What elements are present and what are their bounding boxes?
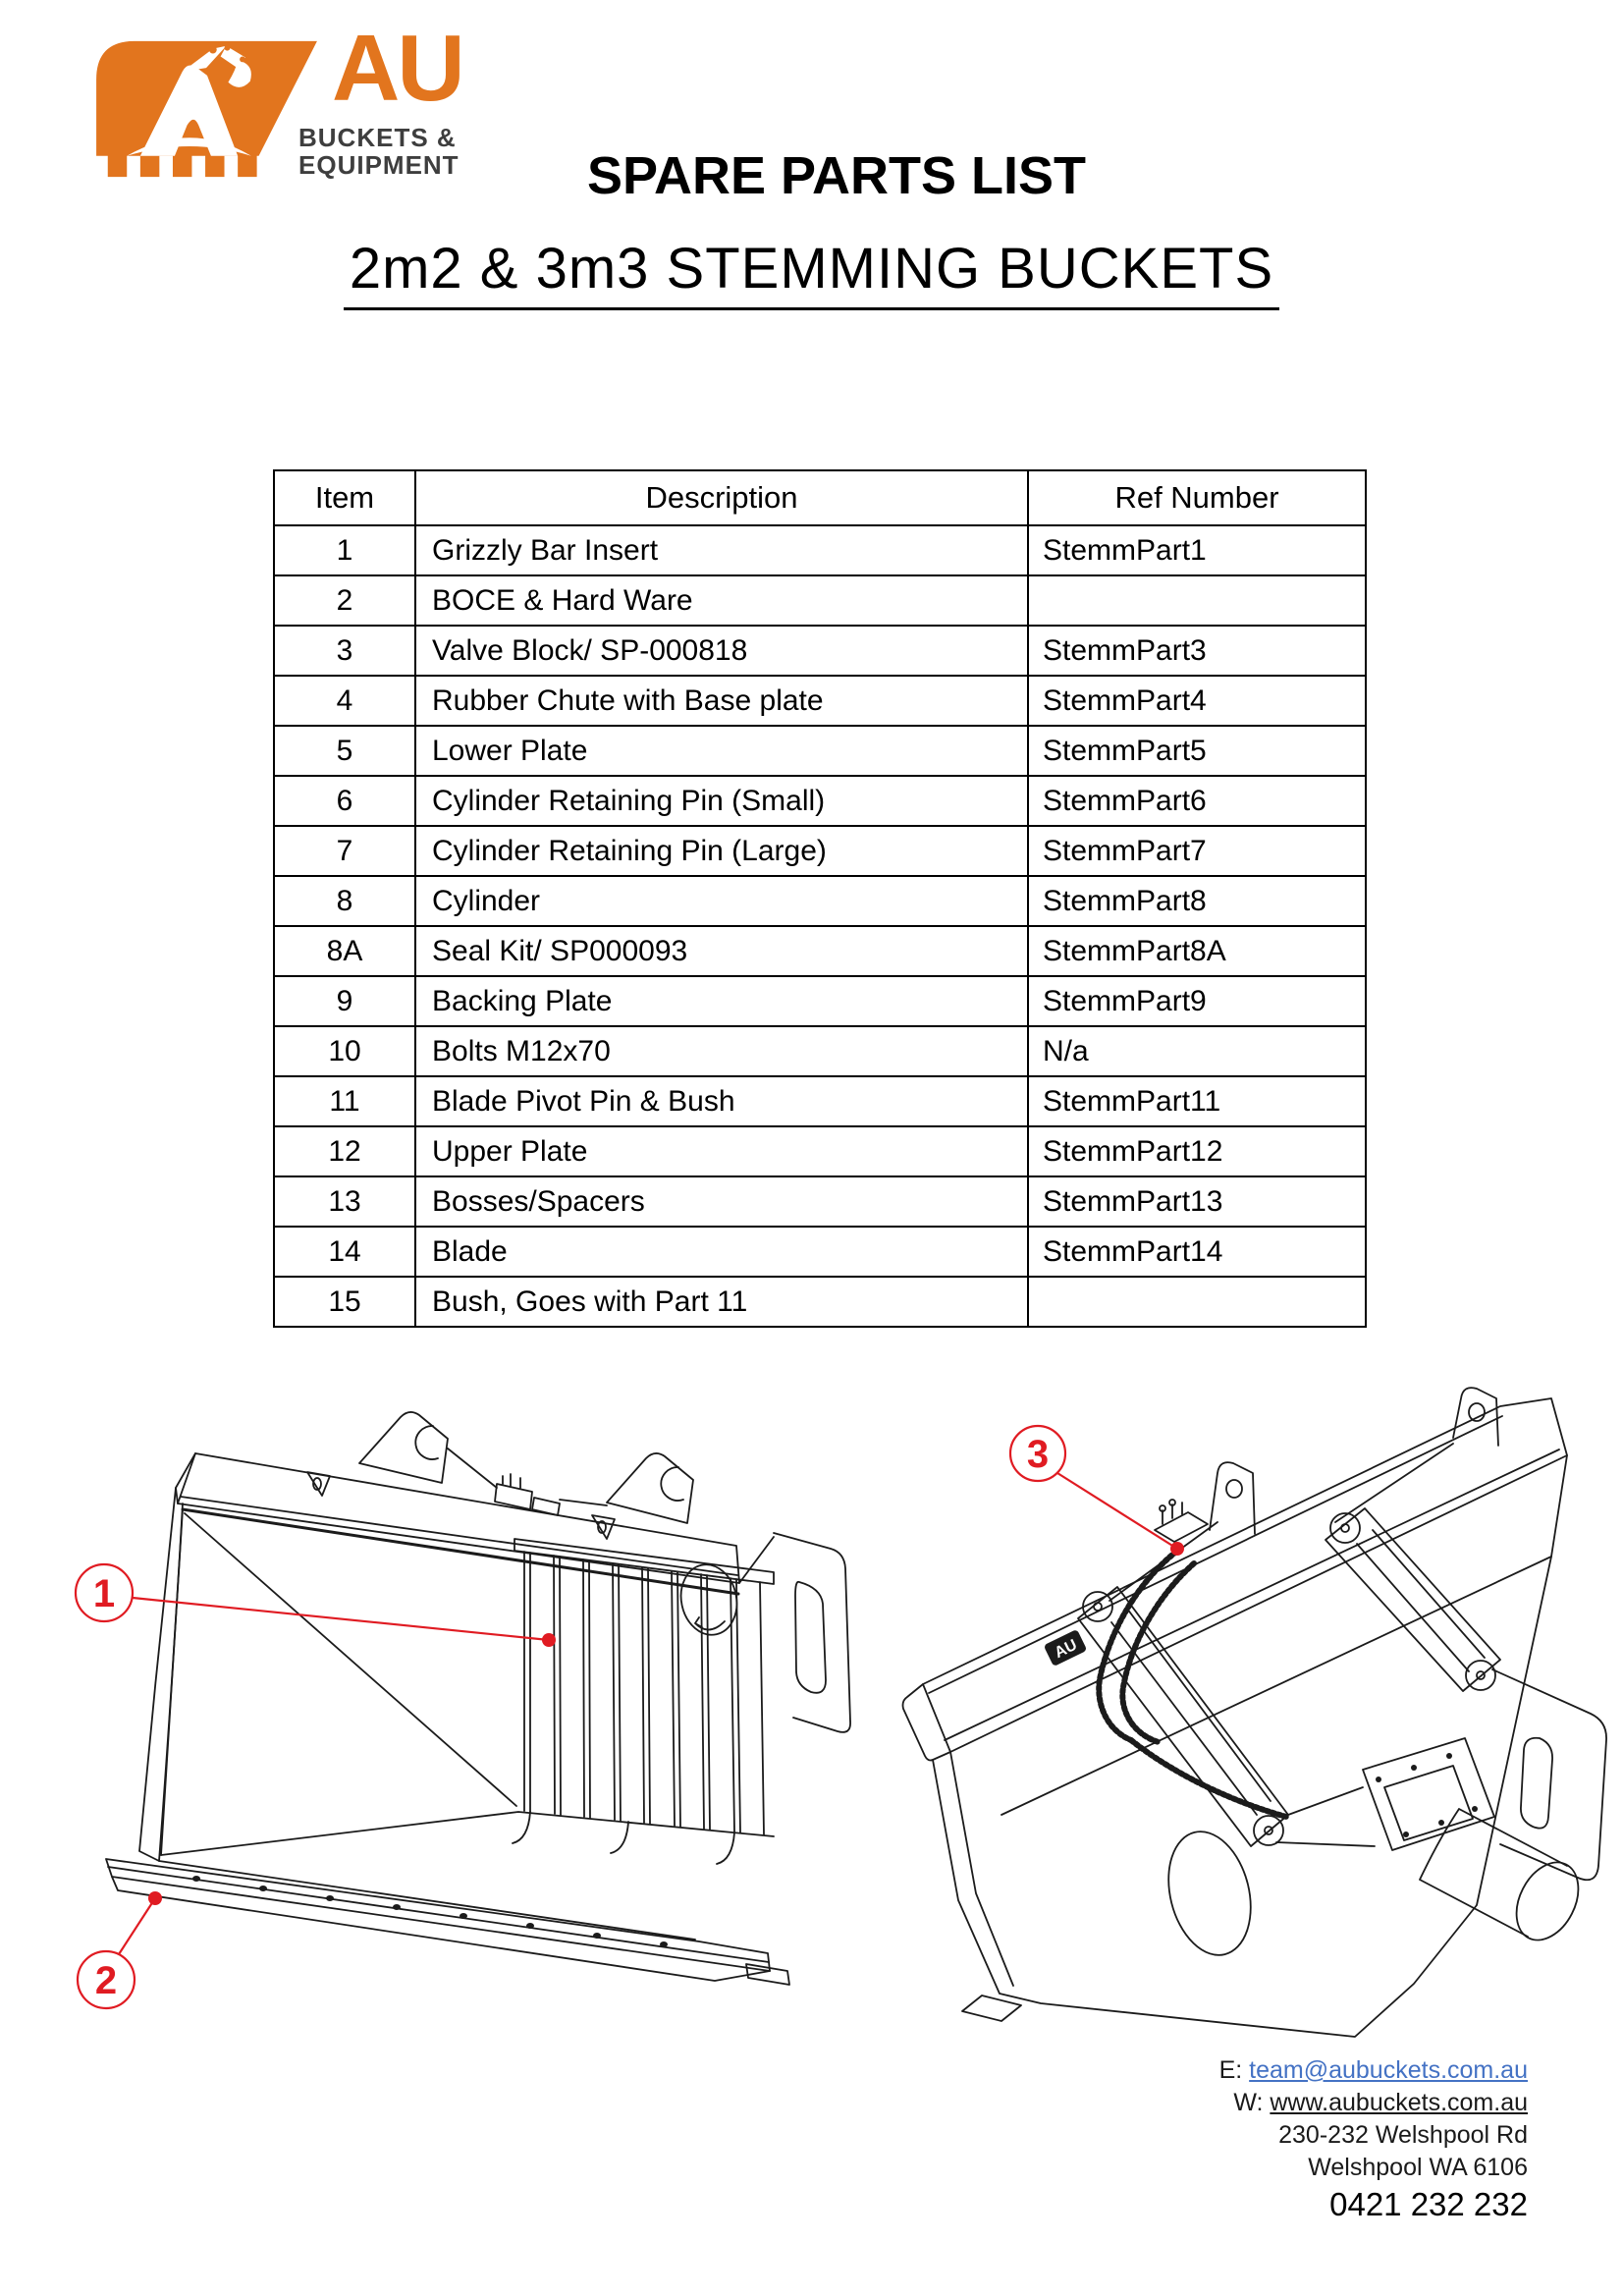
item-cell: 3 <box>274 626 415 676</box>
item-cell: 1 <box>274 525 415 575</box>
table-row <box>274 525 1366 575</box>
callout-3 <box>1010 1426 1184 1556</box>
item-cell: 13 <box>274 1176 415 1227</box>
contact-web-line <box>1219 2087 1528 2119</box>
table-row <box>274 776 1366 826</box>
item-cell: 4 <box>274 676 415 726</box>
ref-cell: StemmPart3 <box>1028 626 1366 676</box>
ref-cell: StemmPart7 <box>1028 826 1366 876</box>
col-header-description: Description <box>415 470 1028 525</box>
ref-cell: StemmPart11 <box>1028 1076 1366 1126</box>
company-logo-icon <box>90 37 324 181</box>
col-header-item: Item <box>274 470 415 525</box>
item-cell: 7 <box>274 826 415 876</box>
bucket-rear-drawing <box>864 1355 1623 2043</box>
description-cell: Bolts M12x70 <box>415 1026 1028 1076</box>
table-row <box>274 926 1366 976</box>
ref-cell: StemmPart14 <box>1028 1227 1366 1277</box>
item-cell: 8A <box>274 926 415 976</box>
description-cell: BOCE & Hard Ware <box>415 575 1028 626</box>
parts-table <box>273 469 1367 1328</box>
email-prefix: E: <box>1218 2056 1250 2084</box>
description-cell: Blade <box>415 1227 1028 1277</box>
logo-tagline <box>298 124 460 179</box>
table-row <box>274 1076 1366 1126</box>
item-cell: 9 <box>274 976 415 1026</box>
logo-brand-text: AU <box>332 16 462 121</box>
page-title: SPARE PARTS LIST <box>587 146 1087 206</box>
item-cell: 12 <box>274 1126 415 1176</box>
ref-cell: StemmPart6 <box>1028 776 1366 826</box>
table-row <box>274 676 1366 726</box>
callout-1 <box>76 1564 556 1647</box>
item-cell: 10 <box>274 1026 415 1076</box>
table-row <box>274 726 1366 776</box>
description-cell: Bush, Goes with Part 11 <box>415 1277 1028 1327</box>
email-link[interactable]: team@aubuckets.com.au <box>1249 2056 1528 2084</box>
contact-block <box>1219 2054 1528 2225</box>
table-header-row <box>274 470 1366 525</box>
description-cell: Grizzly Bar Insert <box>415 525 1028 575</box>
item-cell: 5 <box>274 726 415 776</box>
table-row <box>274 626 1366 676</box>
description-cell: Backing Plate <box>415 976 1028 1026</box>
bucket-front-drawing <box>59 1390 903 2028</box>
table-row <box>274 1126 1366 1176</box>
description-cell: Seal Kit/ SP000093 <box>415 926 1028 976</box>
contact-phone: 0421 232 232 <box>1329 2186 1528 2222</box>
item-cell: 2 <box>274 575 415 626</box>
ref-cell: StemmPart12 <box>1028 1126 1366 1176</box>
logo-tagline-line2: EQUIPMENT <box>298 150 460 180</box>
description-cell: Cylinder Retaining Pin (Large) <box>415 826 1028 876</box>
contact-address-line2: Welshpool WA 6106 <box>1308 2154 1528 2181</box>
table-row <box>274 1176 1366 1227</box>
col-header-ref: Ref Number <box>1028 470 1366 525</box>
description-cell: Blade Pivot Pin & Bush <box>415 1076 1028 1126</box>
item-cell: 6 <box>274 776 415 826</box>
callout-2 <box>78 1891 162 2008</box>
callout-1-number: 1 <box>92 1572 116 1615</box>
table-row <box>274 575 1366 626</box>
item-cell: 15 <box>274 1277 415 1327</box>
callout-2-number: 2 <box>94 1959 118 2002</box>
web-prefix: W: <box>1233 2089 1271 2116</box>
ref-cell <box>1028 575 1366 626</box>
table-row <box>274 876 1366 926</box>
document-title: 2m2 & 3m3 STEMMING BUCKETS <box>344 236 1279 310</box>
ref-cell: StemmPart9 <box>1028 976 1366 1026</box>
table-row <box>274 1227 1366 1277</box>
ref-cell: StemmPart13 <box>1028 1176 1366 1227</box>
item-cell: 11 <box>274 1076 415 1126</box>
table-row <box>274 1277 1366 1327</box>
description-cell: Bosses/Spacers <box>415 1176 1028 1227</box>
table-row <box>274 976 1366 1026</box>
ref-cell <box>1028 1277 1366 1327</box>
callout-3-number: 3 <box>1026 1433 1050 1476</box>
ref-cell: StemmPart4 <box>1028 676 1366 726</box>
item-cell: 14 <box>274 1227 415 1277</box>
ref-cell: N/a <box>1028 1026 1366 1076</box>
ref-cell: StemmPart5 <box>1028 726 1366 776</box>
table-row <box>274 826 1366 876</box>
description-cell: Cylinder <box>415 876 1028 926</box>
website-link[interactable]: www.aubuckets.com.au <box>1270 2089 1528 2116</box>
item-cell: 8 <box>274 876 415 926</box>
description-cell: Lower Plate <box>415 726 1028 776</box>
ref-cell: StemmPart8A <box>1028 926 1366 976</box>
contact-address-line1: 230-232 Welshpool Rd <box>1278 2121 1528 2149</box>
description-cell: Valve Block/ SP-000818 <box>415 626 1028 676</box>
description-cell: Rubber Chute with Base plate <box>415 676 1028 726</box>
document-title-row <box>0 236 1623 310</box>
description-cell: Upper Plate <box>415 1126 1028 1176</box>
ref-cell: StemmPart1 <box>1028 525 1366 575</box>
contact-email-line <box>1219 2054 1528 2087</box>
au-plate-label-text: AU <box>1052 1636 1080 1663</box>
logo-tagline-line1: BUCKETS & <box>298 123 457 152</box>
table-row <box>274 1026 1366 1076</box>
ref-cell: StemmPart8 <box>1028 876 1366 926</box>
description-cell: Cylinder Retaining Pin (Small) <box>415 776 1028 826</box>
